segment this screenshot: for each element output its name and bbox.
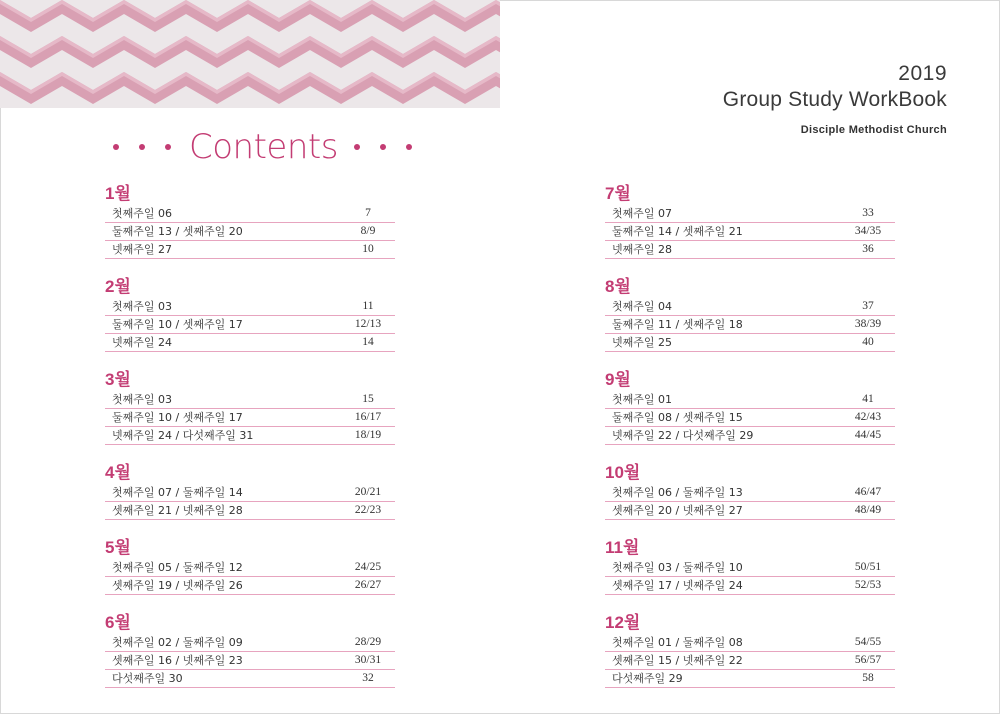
decor-dot bbox=[165, 144, 171, 150]
toc-entry[interactable] bbox=[105, 652, 395, 670]
toc-entry[interactable] bbox=[605, 205, 895, 223]
entry-title: 넷째주일 24 / 다섯째주일 31 bbox=[112, 429, 254, 442]
entry-page-number: 40 bbox=[862, 336, 874, 348]
toc-entry[interactable] bbox=[105, 223, 395, 241]
church-name: Disciple Methodist Church bbox=[800, 124, 947, 136]
entry-page-number: 16/17 bbox=[354, 411, 382, 423]
entry-title: 셋째주일 16 / 넷째주일 23 bbox=[112, 654, 243, 667]
entry-title: 첫째주일 03 bbox=[112, 300, 172, 313]
toc-entry[interactable] bbox=[105, 634, 395, 652]
month-title: 5월 bbox=[105, 538, 131, 557]
entry-page-number: 28/29 bbox=[354, 636, 382, 648]
month-section bbox=[605, 275, 895, 352]
toc-entry[interactable] bbox=[105, 205, 395, 223]
entry-title: 첫째주일 04 bbox=[612, 300, 672, 313]
toc-entry[interactable] bbox=[105, 484, 395, 502]
toc-entry[interactable] bbox=[605, 298, 895, 316]
toc-entry[interactable] bbox=[105, 502, 395, 520]
entry-title: 첫째주일 03 bbox=[112, 393, 172, 406]
entry-page-number: 18/19 bbox=[354, 429, 382, 441]
entry-title: 첫째주일 02 / 둘째주일 09 bbox=[112, 636, 243, 649]
toc-entry[interactable] bbox=[105, 334, 395, 352]
entry-page-number: 54/55 bbox=[854, 636, 882, 648]
entry-page-number: 22/23 bbox=[354, 504, 382, 516]
entry-page-number: 24/25 bbox=[354, 561, 382, 573]
entry-title: 둘째주일 08 / 셋째주일 15 bbox=[612, 411, 743, 424]
toc-left-column bbox=[105, 182, 395, 704]
month-section bbox=[105, 368, 395, 445]
entry-page-number: 50/51 bbox=[854, 561, 882, 573]
entry-page-number: 44/45 bbox=[854, 429, 882, 441]
month-section bbox=[605, 368, 895, 445]
entry-page-number: 8/9 bbox=[360, 225, 376, 237]
decor-dot bbox=[139, 144, 145, 150]
entry-title: 첫째주일 06 bbox=[112, 207, 172, 220]
toc-entry[interactable] bbox=[105, 427, 395, 445]
month-title: 10월 bbox=[605, 463, 641, 482]
entry-page-number: 15 bbox=[362, 393, 374, 405]
month-title: 11월 bbox=[605, 538, 640, 557]
contents-heading bbox=[103, 124, 422, 170]
toc-entry[interactable] bbox=[605, 634, 895, 652]
entry-title: 둘째주일 11 / 셋째주일 18 bbox=[612, 318, 743, 331]
toc-entry[interactable] bbox=[605, 577, 895, 595]
entry-title: 첫째주일 01 / 둘째주일 08 bbox=[612, 636, 743, 649]
toc-entry[interactable] bbox=[105, 241, 395, 259]
entry-title: 넷째주일 24 bbox=[112, 336, 172, 349]
contents-title: Contents bbox=[189, 127, 338, 167]
entry-title: 다섯째주일 29 bbox=[612, 672, 683, 685]
month-section bbox=[105, 536, 395, 595]
entry-title: 첫째주일 07 / 둘째주일 14 bbox=[112, 486, 243, 499]
decor-dot bbox=[354, 144, 360, 150]
decor-dot bbox=[113, 144, 119, 150]
entry-page-number: 26/27 bbox=[354, 579, 382, 591]
entry-title: 넷째주일 28 bbox=[612, 243, 672, 256]
toc-entry[interactable] bbox=[605, 391, 895, 409]
month-title: 12월 bbox=[605, 613, 641, 632]
month-title: 6월 bbox=[105, 613, 131, 632]
toc-entry[interactable] bbox=[605, 670, 895, 688]
entry-page-number: 42/43 bbox=[854, 411, 882, 423]
month-section bbox=[605, 182, 895, 259]
entry-page-number: 38/39 bbox=[854, 318, 882, 330]
toc-right-column bbox=[605, 182, 895, 704]
entry-page-number: 46/47 bbox=[854, 486, 882, 498]
workbook-title: Group Study WorkBook bbox=[722, 88, 947, 111]
entry-title: 다섯째주일 30 bbox=[112, 672, 183, 685]
entry-title: 넷째주일 25 bbox=[612, 336, 672, 349]
month-section bbox=[105, 275, 395, 352]
month-section bbox=[105, 182, 395, 259]
month-title: 1월 bbox=[105, 184, 131, 203]
entry-title: 둘째주일 14 / 셋째주일 21 bbox=[612, 225, 743, 238]
entry-title: 첫째주일 06 / 둘째주일 13 bbox=[612, 486, 743, 499]
entry-page-number: 34/35 bbox=[854, 225, 882, 237]
entry-title: 셋째주일 21 / 넷째주일 28 bbox=[112, 504, 243, 517]
month-title: 2월 bbox=[105, 277, 131, 296]
month-section bbox=[605, 461, 895, 520]
entry-title: 둘째주일 13 / 셋째주일 20 bbox=[112, 225, 243, 238]
toc-entry[interactable] bbox=[605, 502, 895, 520]
toc-entry[interactable] bbox=[605, 652, 895, 670]
toc-entry[interactable] bbox=[105, 391, 395, 409]
entry-page-number: 14 bbox=[362, 336, 374, 348]
toc-entry[interactable] bbox=[605, 241, 895, 259]
entry-title: 셋째주일 20 / 넷째주일 27 bbox=[612, 504, 743, 517]
toc-entry[interactable] bbox=[605, 409, 895, 427]
entry-title: 첫째주일 07 bbox=[612, 207, 672, 220]
entry-title: 넷째주일 27 bbox=[112, 243, 172, 256]
entry-page-number: 52/53 bbox=[854, 579, 882, 591]
toc-entry[interactable] bbox=[105, 670, 395, 688]
month-title: 7월 bbox=[605, 184, 631, 203]
entry-title: 둘째주일 10 / 셋째주일 17 bbox=[112, 318, 243, 331]
toc-entry[interactable] bbox=[105, 577, 395, 595]
month-section bbox=[105, 611, 395, 688]
toc-entry[interactable] bbox=[105, 409, 395, 427]
chevron-pattern-banner bbox=[0, 0, 500, 108]
month-section bbox=[605, 536, 895, 595]
entry-title: 넷째주일 22 / 다섯째주일 29 bbox=[612, 429, 754, 442]
toc-entry[interactable] bbox=[605, 427, 895, 445]
workbook-header bbox=[723, 62, 947, 136]
entry-title: 첫째주일 01 bbox=[612, 393, 672, 406]
month-title: 8월 bbox=[605, 277, 631, 296]
month-title: 3월 bbox=[105, 370, 131, 389]
toc-entry[interactable] bbox=[605, 316, 895, 334]
entry-page-number: 10 bbox=[362, 243, 374, 255]
decor-dot bbox=[380, 144, 386, 150]
entry-page-number: 48/49 bbox=[854, 504, 882, 516]
entry-page-number: 56/57 bbox=[854, 654, 882, 666]
toc-entry[interactable] bbox=[105, 559, 395, 577]
month-title: 9월 bbox=[605, 370, 631, 389]
toc-entry[interactable] bbox=[605, 484, 895, 502]
entry-page-number: 11 bbox=[362, 300, 374, 312]
entry-page-number: 33 bbox=[862, 207, 874, 219]
month-section bbox=[605, 611, 895, 688]
entry-page-number: 32 bbox=[362, 672, 374, 684]
toc-entry[interactable] bbox=[605, 334, 895, 352]
entry-page-number: 58 bbox=[862, 672, 874, 684]
entry-title: 셋째주일 17 / 넷째주일 24 bbox=[612, 579, 743, 592]
entry-title: 셋째주일 15 / 넷째주일 22 bbox=[612, 654, 743, 667]
entry-page-number: 41 bbox=[862, 393, 874, 405]
toc-entry[interactable] bbox=[605, 223, 895, 241]
entry-page-number: 7 bbox=[365, 207, 371, 219]
month-section bbox=[105, 461, 395, 520]
entry-title: 첫째주일 05 / 둘째주일 12 bbox=[112, 561, 243, 574]
toc-entry[interactable] bbox=[105, 316, 395, 334]
year-label: 2019 bbox=[898, 62, 947, 85]
entry-page-number: 20/21 bbox=[354, 486, 382, 498]
month-title: 4월 bbox=[105, 463, 131, 482]
entry-page-number: 36 bbox=[862, 243, 874, 255]
entry-page-number: 12/13 bbox=[354, 318, 382, 330]
entry-page-number: 30/31 bbox=[354, 654, 382, 666]
toc-entry[interactable] bbox=[605, 559, 895, 577]
entry-title: 셋째주일 19 / 넷째주일 26 bbox=[112, 579, 243, 592]
toc-entry[interactable] bbox=[105, 298, 395, 316]
decor-dot bbox=[406, 144, 412, 150]
entry-title: 둘째주일 10 / 셋째주일 17 bbox=[112, 411, 243, 424]
entry-title: 첫째주일 03 / 둘째주일 10 bbox=[612, 561, 743, 574]
entry-page-number: 37 bbox=[862, 300, 874, 312]
